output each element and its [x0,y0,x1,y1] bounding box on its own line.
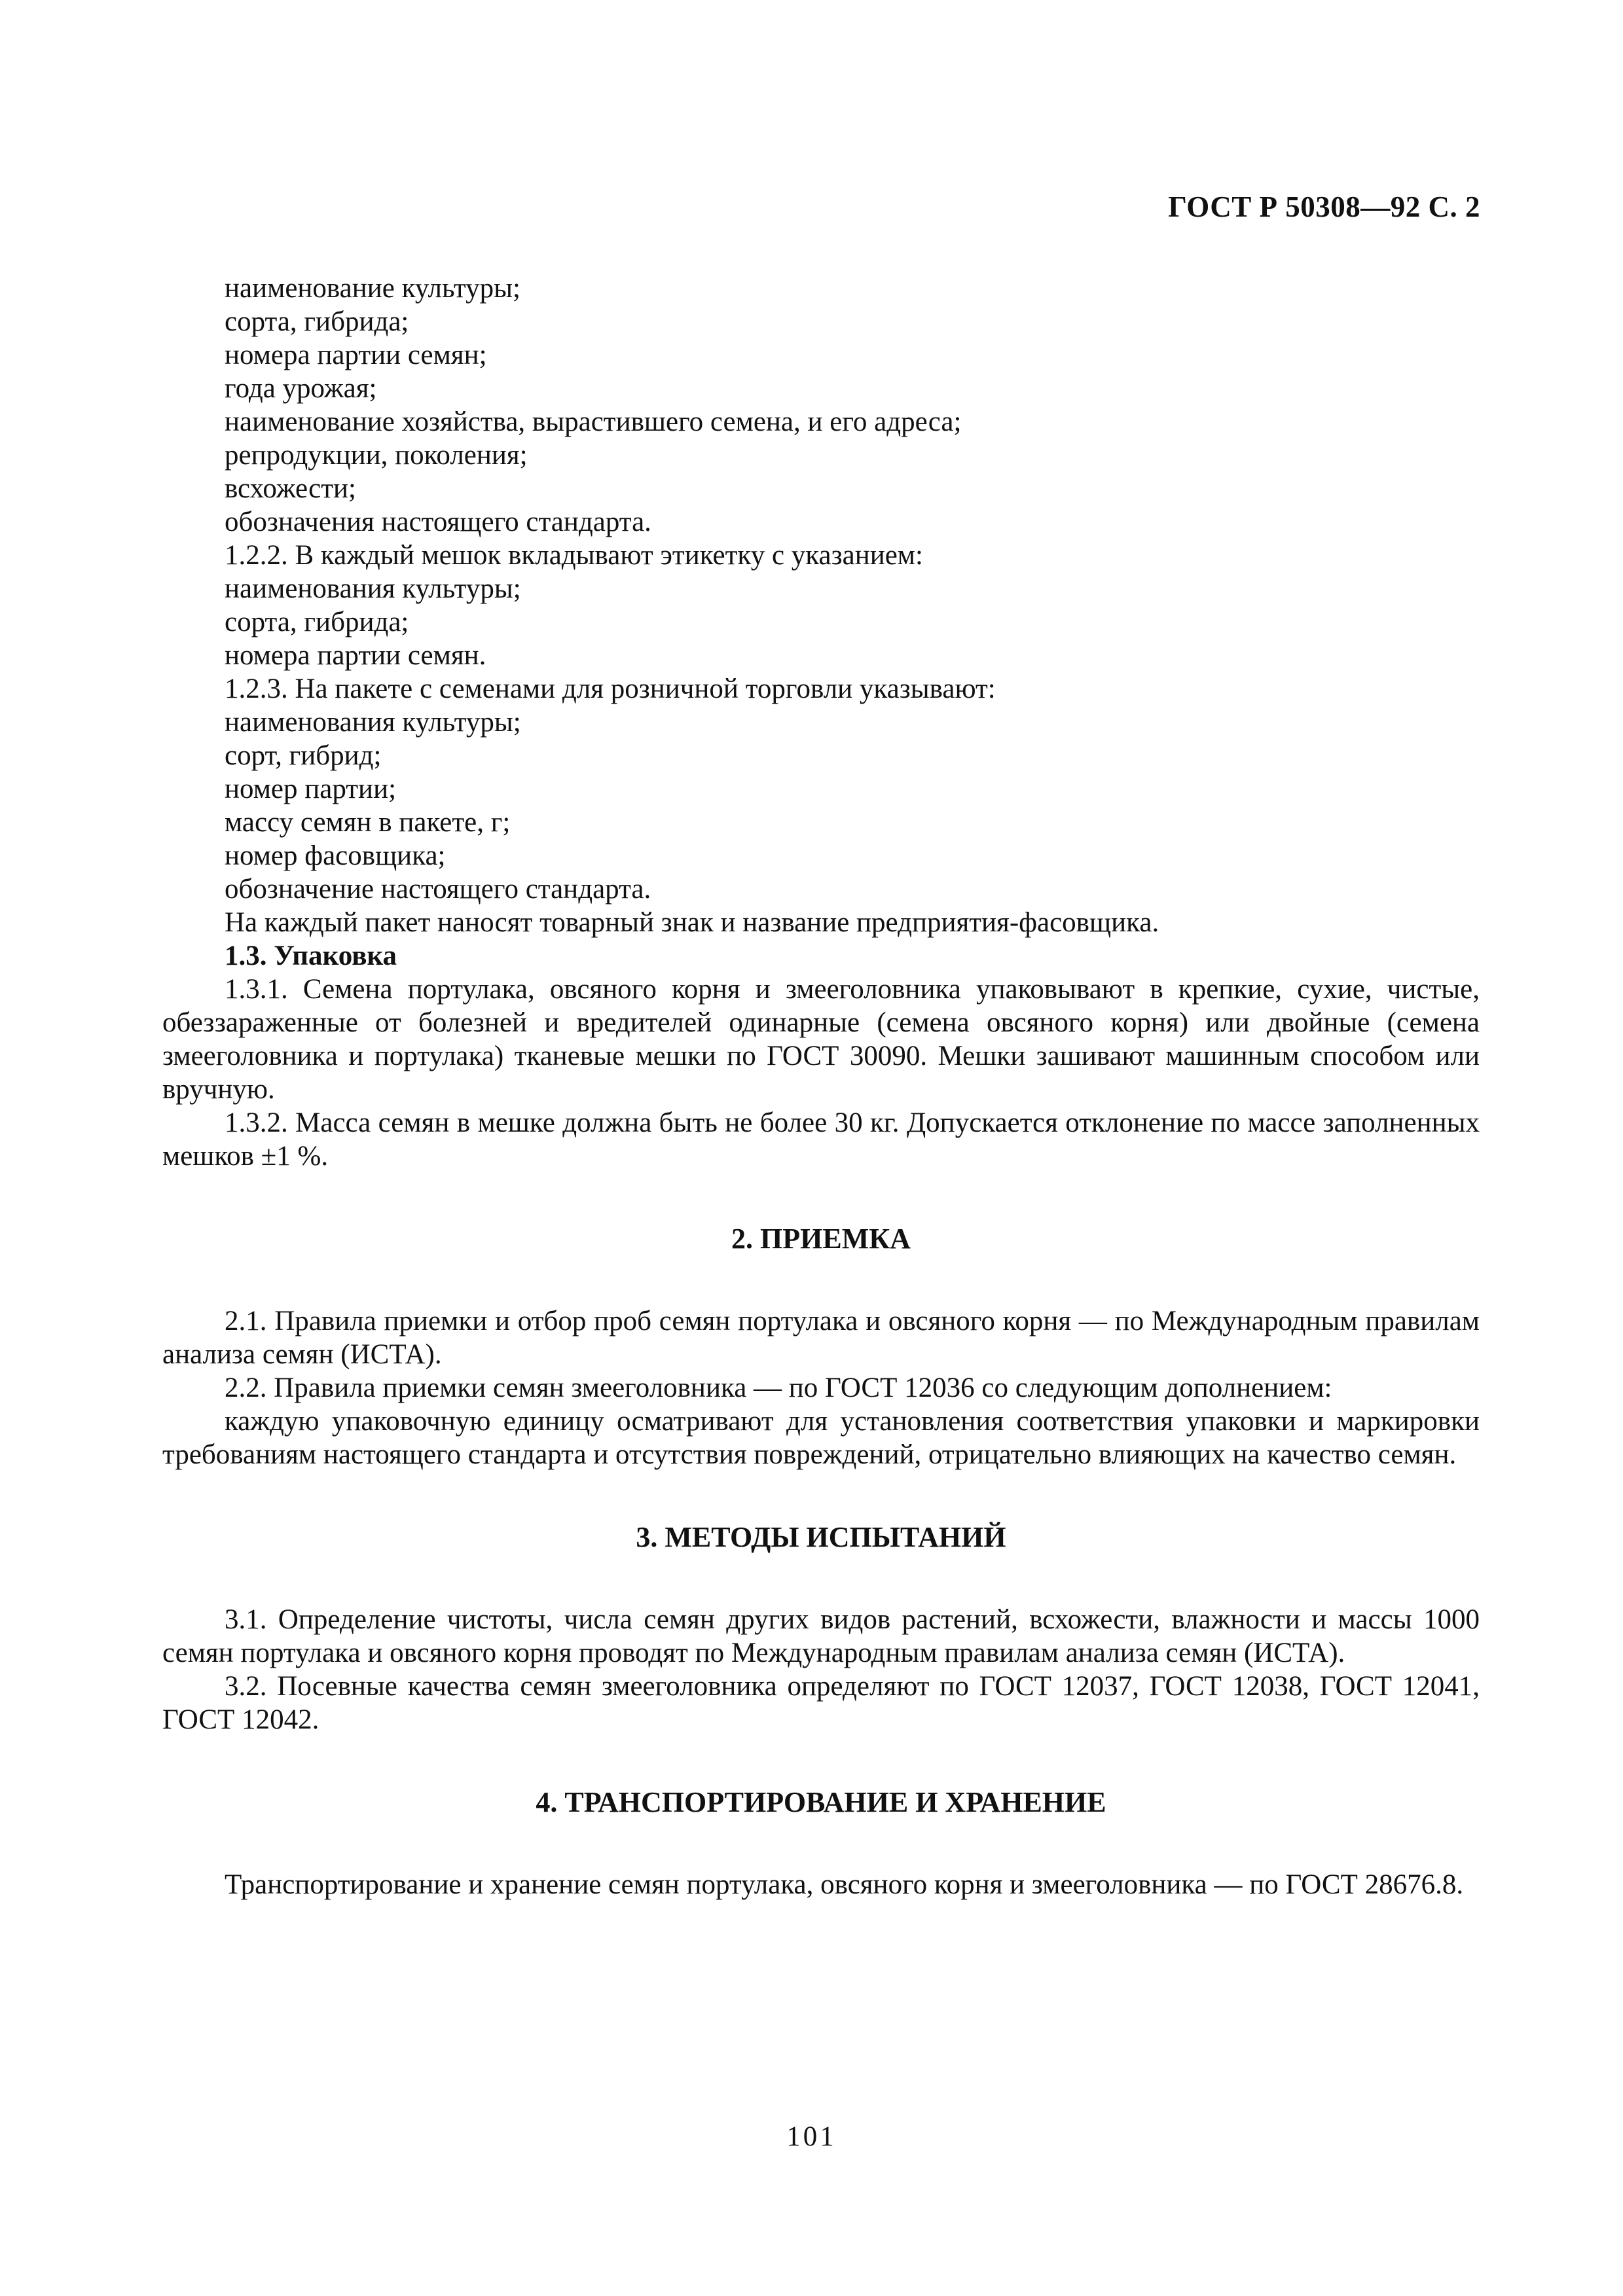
section-heading-3: 3. МЕТОДЫ ИСПЫТАНИЙ [636,1521,1006,1553]
list-item: наименование культуры; [225,273,520,304]
paragraph-2-2: 2.2. Правила приемки семян змееголовника — по ГОСТ 12036 со следующим дополнением: [225,1372,1332,1403]
paragraph-2-1: 2.1. Правила приемки и отбор проб семян портулака и овсяного корня — по Международным правилам анализа семян (ИСТА). [162,1306,1480,1370]
paragraph-3-2: 3.2. Посевные качества семян змееголовника определяют по ГОСТ 12037, ГОСТ 12038, ГОСТ 12041, ГОСТ 12042. [162,1671,1480,1735]
section-heading-2: 2. ПРИЕМКА [731,1223,911,1255]
list-item: номера партии семян. [225,640,486,671]
list-item: номера партии семян; [225,340,487,370]
page-header: ГОСТ Р 50308—92 С. 2 [1168,190,1480,223]
list-item: года урожая; [225,373,377,404]
list-item: обозначения настоящего стандарта. [225,507,651,537]
subheading-1-3: 1.3. Упаковка [225,941,397,971]
list-item: массу семян в пакете, г; [225,807,511,838]
paragraph-trademark: На каждый пакет наносят товарный знак и название предприятия-фасовщика. [225,907,1159,938]
paragraph-1-2-2: 1.2.2. В каждый мешок вкладывают этикетку с указанием: [225,540,923,571]
list-item: репродукции, поколения; [225,440,528,471]
paragraph-1-3-1: 1.3.1. Семена портулака, овсяного корня и змееголовника упаковывают в крепкие, сухие, чистые, обеззараженные от болезней и вредителей одинарные (семена овсяного корня) или двойные (семена змееголовника и портулака) тканевые мешки по ГОСТ 30090. Мешки зашивают машинным способом или вручную. [162,974,1480,1105]
page-number: 101 [786,2121,837,2152]
list-item: наименования культуры; [225,573,521,604]
list-item: номер фасовщика; [225,840,446,871]
list-item: обозначение настоящего стандарта. [225,874,651,905]
list-item: сорта, гибрида; [225,306,409,337]
list-item: сорта, гибрида; [225,607,409,637]
list-item: наименования культуры; [225,707,521,738]
page-content [162,272,1480,1901]
list-item: всхожести; [225,473,356,504]
section-heading-4: 4. ТРАНСПОРТИРОВАНИЕ И ХРАНЕНИЕ [536,1786,1106,1818]
paragraph-1-2-3: 1.2.3. На пакете с семенами для розничной торговли указывают: [225,673,996,704]
list-item: наименование хозяйства, вырастившего семена, и его адреса; [225,406,962,437]
paragraph-3-1: 3.1. Определение чистоты, числа семян других видов растений, всхожести, влажности и массы 1000 семян портулака и овсяного корня проводят по Международным правилам анализа семян (ИСТА). [162,1604,1480,1668]
paragraph-1-3-2: 1.3.2. Масса семян в мешке должна быть не более 30 кг. Допускается отклонение по массе заполненных мешков ±1 %. [162,1107,1480,1172]
paragraph-4: Транспортирование и хранение семян портулака, овсяного корня и змееголовника — по ГОСТ 28676.8. [225,1869,1464,1900]
paragraph-2-2-addition: каждую упаковочную единицу осматривают для установления соответствия упаковки и маркировки требованиям настоящего стандарта и отсутствия повреждений, отрицательно влияющих на качество семян. [162,1406,1480,1470]
list-item: сорт, гибрид; [225,740,382,771]
list-item: номер партии; [225,774,397,804]
